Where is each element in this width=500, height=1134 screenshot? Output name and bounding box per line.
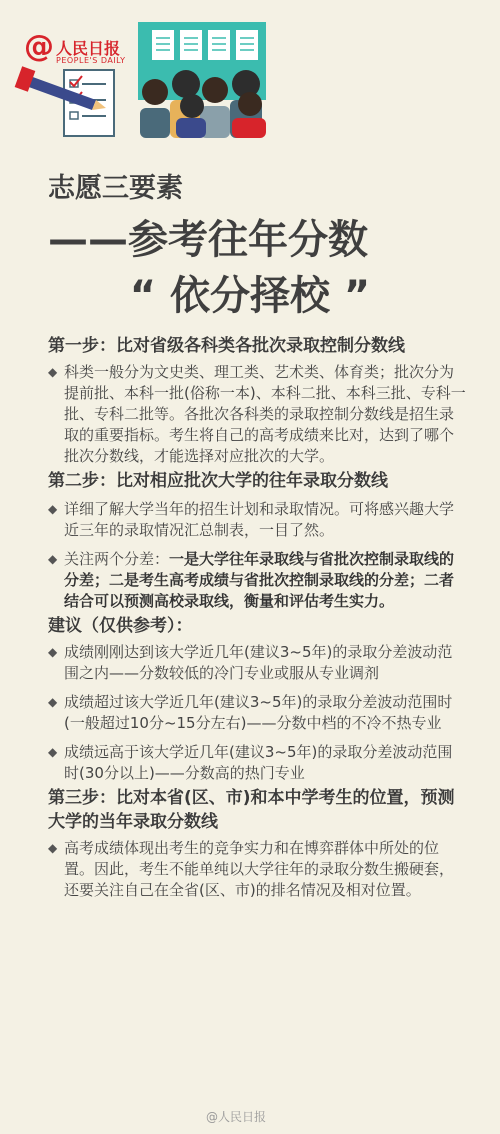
diamond-bullet-icon: ◆ [48,552,58,566]
advice-bullet-2 [48,692,466,734]
step2-bullet-1 [48,499,466,541]
bullet-text: 成绩远高于该大学近几年(建议3~5年)的录取分差波动范围时(30分以上)——分数高的热门专业 [64,743,453,782]
diamond-bullet-icon: ◆ [48,695,58,709]
title-line-1: 志愿三要素 [48,173,183,204]
diamond-bullet-icon: ◆ [48,745,58,759]
bullet-text: 高考成绩体现出考生的竞争实力和在博弈群体中所处的位置。因此，考生不能单纯以大学往年的录取分数生搬硬套，还要关注自己在全省(区、市)的排名情况及相对位置。 [64,839,455,899]
step2-heading: 第二步：比对相应批次大学的往年录取分数线 [48,471,388,491]
advice-bullet-3 [48,742,466,784]
title-line-2: ——参考往年分数 [48,217,368,263]
title-line-3: “ 依分择校 ” [129,273,371,319]
bullet-text: 关注两个分差： [64,550,170,568]
step1-heading: 第一步：比对省级各科类各批次录取控制分数线 [48,336,405,356]
bullet-text: 详细了解大学当年的招生计划和录取情况。可将感兴趣大学近三年的录取情况汇总制表，一目了然。 [64,500,455,539]
step2-bullet-2 [48,549,466,612]
content-body [48,334,466,901]
crowd-illustration [0,0,500,150]
header-banner [0,0,500,150]
logo-english-text: PEOPLE'S DAILY [56,56,126,65]
bullet-text: 成绩刚刚达到该大学近几年(建议3~5年)的录取分差波动范围之内——分数较低的冷门专业或服从专业调剂 [64,643,453,682]
logo-chinese-text: 人民日报 [56,39,121,58]
diamond-bullet-icon: ◆ [48,365,58,379]
step3-heading: 第三步：比对本省(区、市)和本中学考生的位置，预测大学的当年录取分数线 [48,788,455,832]
diamond-bullet-icon: ◆ [48,645,58,659]
diamond-bullet-icon: ◆ [48,502,58,516]
logo-at-symbol: @ [24,29,54,64]
step1-bullet-1 [48,362,466,467]
bullet-bold-text: 一是大学往年录取线与省批次控制录取线的分差；二是考生高考成绩与省批次控制录取线的分差；二者结合可以预测高校录取线，衡量和评估考生实力。 [64,550,455,610]
bullet-text: 科类一般分为文史类、理工类、艺术类、体育类；批次分为提前批、本科一批(俗称一本)、本科二批、本科三批、专科一批、专科二批等。各批次各科类的录取控制分数线是招生录取的重要指标。考生将自己的高考成绩来比对，达到了哪个批次分数线，才能选择对应批次的大学。 [64,363,466,465]
bullet-text: 成绩超过该大学近几年(建议3~5年)的录取分差波动范围时(一般超过10分~15分左右)——分数中档的不冷不热专业 [64,693,453,732]
advice-heading: 建议（仅供参考）： [48,616,193,636]
advice-bullet-1 [48,642,466,684]
step3-bullet-1 [48,838,466,901]
diamond-bullet-icon: ◆ [48,841,58,855]
watermark: @人民日报 [206,1110,267,1124]
